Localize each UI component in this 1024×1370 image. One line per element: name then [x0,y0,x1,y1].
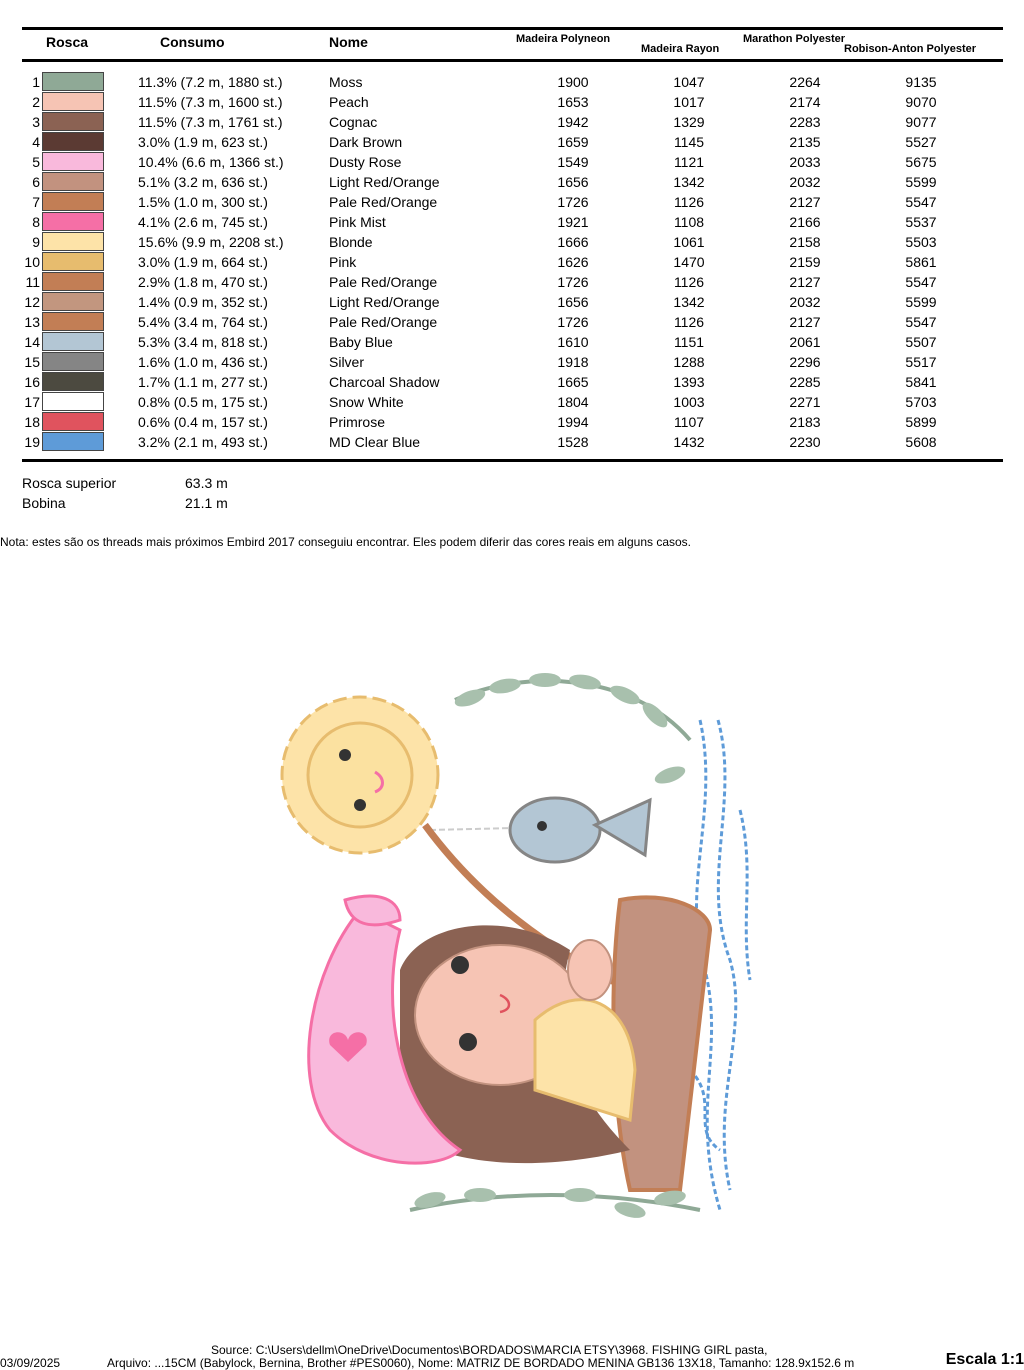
thread-name: Dark Brown [329,134,403,150]
robison-anton-code: 5503 [905,234,937,250]
thread-number: 15 [24,354,40,370]
thread-consumption: 1.5% (1.0 m, 300 st.) [138,194,268,210]
robison-anton-code: 5599 [905,174,937,190]
thread-name: Snow White [329,394,404,410]
marathon-code: 2159 [789,254,821,270]
color-swatch [42,232,104,251]
thread-name: Pink Mist [329,214,386,230]
thread-number: 3 [32,114,40,130]
rosca-superior-value: 63.3 m [185,475,228,491]
robison-anton-code: 5861 [905,254,937,270]
thread-number: 18 [24,414,40,430]
madeira-polyneon-code: 1656 [557,174,589,190]
girl-hands [568,940,612,1000]
thread-name: Primrose [329,414,386,430]
thread-number: 16 [24,374,40,390]
embroidery-design-preview [250,650,770,1250]
thread-consumption: 1.4% (0.9 m, 352 st.) [138,294,268,310]
robison-anton-code: 5527 [905,134,937,150]
thread-name: Pink [329,254,357,270]
marathon-code: 2158 [789,234,821,250]
marathon-code: 2296 [789,354,821,370]
thread-number: 10 [24,254,40,270]
madeira-rayon-code: 1126 [673,314,705,330]
thread-number: 17 [24,394,40,410]
thread-consumption: 5.3% (3.4 m, 818 st.) [138,334,268,350]
thread-consumption: 3.0% (1.9 m, 664 st.) [138,254,268,270]
madeira-rayon-code: 1003 [673,394,705,410]
madeira-rayon-code: 1107 [673,414,705,430]
robison-anton-code: 5517 [905,354,937,370]
color-swatch [42,152,104,171]
robison-anton-code: 9135 [905,74,937,90]
girl-eye [459,1033,477,1051]
table-row [0,72,1024,92]
thread-name: Pale Red/Orange [329,314,438,330]
table-row [0,292,1024,312]
marathon-code: 2230 [789,434,821,450]
table-row [0,312,1024,332]
madeira-polyneon-code: 1726 [557,194,589,210]
color-swatch [42,192,104,211]
bobina-label: Bobina [22,495,66,511]
thread-number: 13 [24,314,40,330]
madeira-rayon-code: 1126 [673,194,705,210]
thread-number: 7 [32,194,40,210]
color-swatch [42,112,104,131]
madeira-polyneon-code: 1900 [557,74,589,90]
color-swatch [42,132,104,151]
color-swatch [42,252,104,271]
table-row [0,412,1024,432]
table-row [0,132,1024,152]
color-swatch [42,72,104,91]
thread-consumption: 4.1% (2.6 m, 745 st.) [138,214,268,230]
madeira-rayon-code: 1342 [673,174,705,190]
table-header-rule [22,59,1003,62]
madeira-polyneon-code: 1653 [557,94,589,110]
marathon-code: 2061 [789,334,821,350]
marathon-code: 2032 [789,174,821,190]
marathon-code: 2033 [789,154,821,170]
madeira-polyneon-code: 1659 [557,134,589,150]
madeira-rayon-code: 1329 [673,114,705,130]
madeira-rayon-code: 1061 [673,234,705,250]
madeira-polyneon-code: 1549 [557,154,589,170]
table-row [0,112,1024,132]
marathon-code: 2264 [789,74,821,90]
thread-number: 8 [32,214,40,230]
robison-anton-code: 5703 [905,394,937,410]
table-row [0,372,1024,392]
table-row [0,272,1024,292]
madeira-polyneon-code: 1626 [557,254,589,270]
madeira-rayon-code: 1108 [673,214,705,230]
table-bottom-rule [22,459,1003,462]
thread-number: 5 [32,154,40,170]
header-madeira-rayon: Madeira Rayon [641,43,720,55]
madeira-polyneon-code: 1656 [557,294,589,310]
marathon-code: 2127 [789,194,821,210]
madeira-rayon-code: 1393 [673,374,705,390]
madeira-polyneon-code: 1666 [557,234,589,250]
color-swatch [42,212,104,231]
thread-number: 4 [32,134,40,150]
color-swatch [42,412,104,431]
header-marathon-polyester: Marathon Polyester [743,33,846,45]
thread-number: 12 [24,294,40,310]
madeira-rayon-code: 1151 [673,334,705,350]
color-swatch [42,332,104,351]
thread-consumption: 2.9% (1.8 m, 470 st.) [138,274,268,290]
thread-consumption: 11.5% (7.3 m, 1600 st.) [138,94,283,110]
girl-eye [451,956,469,974]
robison-anton-code: 5507 [905,334,937,350]
thread-consumption: 3.0% (1.9 m, 623 st.) [138,134,268,150]
table-row [0,392,1024,412]
madeira-rayon-code: 1432 [673,434,705,450]
madeira-rayon-code: 1145 [673,134,705,150]
color-swatch [42,292,104,311]
robison-anton-code: 5547 [905,194,937,210]
madeira-rayon-code: 1126 [673,274,705,290]
table-row [0,432,1024,452]
table-top-rule [22,27,1003,30]
thread-number: 9 [32,234,40,250]
madeira-polyneon-code: 1528 [557,434,589,450]
madeira-polyneon-code: 1726 [557,274,589,290]
marathon-code: 2283 [789,114,821,130]
marathon-code: 2271 [789,394,821,410]
thread-name: Light Red/Orange [329,294,440,310]
robison-anton-code: 5547 [905,274,937,290]
bobina-value: 21.1 m [185,495,228,511]
thread-consumption: 15.6% (9.9 m, 2208 st.) [138,234,284,250]
footer-source: Source: C:\Users\dellm\OneDrive\Documentos\BORDADOS\MARCIA ETSY\3968. FISHING GIRL pasta, [211,1343,768,1357]
marathon-code: 2166 [789,214,821,230]
thread-consumption: 0.8% (0.5 m, 175 st.) [138,394,268,410]
thread-name: Baby Blue [329,334,393,350]
color-swatch [42,392,104,411]
marathon-code: 2127 [789,314,821,330]
fishing-line [430,828,515,830]
thread-name: Light Red/Orange [329,174,440,190]
leaf [568,672,602,691]
color-swatch [42,432,104,451]
rosca-superior-label: Rosca superior [22,475,117,491]
madeira-polyneon-code: 1994 [557,414,589,430]
table-row [0,152,1024,172]
table-row [0,212,1024,232]
thread-number: 19 [24,434,40,450]
madeira-polyneon-code: 1804 [557,394,589,410]
marathon-code: 2135 [789,134,821,150]
robison-anton-code: 5599 [905,294,937,310]
thread-name: Moss [329,74,363,90]
fish [510,798,650,862]
leaf [529,673,561,687]
thread-consumption: 5.1% (3.2 m, 636 st.) [138,174,268,190]
table-row [0,172,1024,192]
footer-date: 03/09/2025 [0,1356,61,1370]
thread-number: 1 [32,74,40,90]
header-rosca: Rosca [46,34,89,50]
madeira-rayon-code: 1470 [673,254,705,270]
thread-name: Pale Red/Orange [329,194,438,210]
thread-name: Peach [329,94,369,110]
leaf [464,1188,496,1202]
color-swatch [42,92,104,111]
header-nome: Nome [329,34,368,50]
thread-consumption: 0.6% (0.4 m, 157 st.) [138,414,268,430]
thread-consumption: 11.3% (7.2 m, 1880 st.) [138,74,283,90]
thread-consumption: 1.7% (1.1 m, 277 st.) [138,374,268,390]
madeira-polyneon-code: 1610 [557,334,589,350]
robison-anton-code: 5547 [905,314,937,330]
marathon-code: 2285 [789,374,821,390]
madeira-rayon-code: 1017 [673,94,705,110]
color-swatch [42,172,104,191]
madeira-polyneon-code: 1921 [557,214,589,230]
thread-consumption: 3.2% (2.1 m, 493 st.) [138,434,268,450]
thread-consumption: 5.4% (3.4 m, 764 st.) [138,314,268,330]
leaf [608,682,643,708]
madeira-polyneon-code: 1942 [557,114,589,130]
thread-consumption: 1.6% (1.0 m, 436 st.) [138,354,268,370]
table-row [0,232,1024,252]
thread-consumption: 11.5% (7.3 m, 1761 st.) [138,114,283,130]
madeira-rayon-code: 1047 [673,74,705,90]
footer-arquivo: Arquivo: ...15CM (Babylock, Bernina, Brother #PES0060), Nome: MATRIZ DE BORDADO MENINA GB136 13X18, Tamanho: 128.9x152.6 m [107,1356,855,1370]
robison-anton-code: 5608 [905,434,937,450]
robison-anton-code: 5537 [905,214,937,230]
madeira-rayon-code: 1288 [673,354,705,370]
scale-label: Escala 1:1 [945,1351,1024,1368]
header-madeira-polyneon: Madeira Polyneon [516,33,611,45]
marathon-code: 2174 [789,94,821,110]
thread-number: 11 [25,274,40,290]
table-row [0,332,1024,352]
leaf [653,763,688,787]
robison-anton-code: 9077 [905,114,937,130]
thread-number: 2 [32,94,40,110]
madeira-polyneon-code: 1918 [557,354,589,370]
sun [282,697,438,853]
thread-note: Nota: estes são os threads mais próximos Embird 2017 conseguiu encontrar. Eles podem diferir das cores reais em alguns casos. [0,535,692,549]
robison-anton-code: 5675 [905,154,937,170]
marathon-code: 2127 [789,274,821,290]
color-swatch [42,272,104,291]
table-row [0,352,1024,372]
marathon-code: 2032 [789,294,821,310]
thread-name: Pale Red/Orange [329,274,438,290]
madeira-polyneon-code: 1665 [557,374,589,390]
color-swatch [42,352,104,371]
table-row [0,192,1024,212]
thread-consumption: 10.4% (6.6 m, 1366 st.) [138,154,284,170]
madeira-rayon-code: 1121 [673,154,705,170]
thread-number: 6 [32,174,40,190]
marathon-code: 2183 [789,414,821,430]
leaf [488,676,522,695]
thread-name: Blonde [329,234,373,250]
thread-name: Charcoal Shadow [329,374,440,390]
header-consumo: Consumo [160,34,225,50]
thread-name: Cognac [329,114,378,130]
robison-anton-code: 5899 [905,414,937,430]
color-swatch [42,312,104,331]
table-row [0,92,1024,112]
table-row [0,252,1024,272]
madeira-rayon-code: 1342 [673,294,705,310]
thread-number: 14 [24,334,40,350]
thread-name: Silver [329,354,365,370]
leaf [564,1188,596,1202]
color-swatch [42,372,104,391]
header-robison-anton: Robison-Anton Polyester [844,43,977,55]
thread-name: Dusty Rose [329,154,402,170]
thread-name: MD Clear Blue [329,434,421,450]
madeira-polyneon-code: 1726 [557,314,589,330]
robison-anton-code: 5841 [905,374,937,390]
robison-anton-code: 9070 [905,94,937,110]
